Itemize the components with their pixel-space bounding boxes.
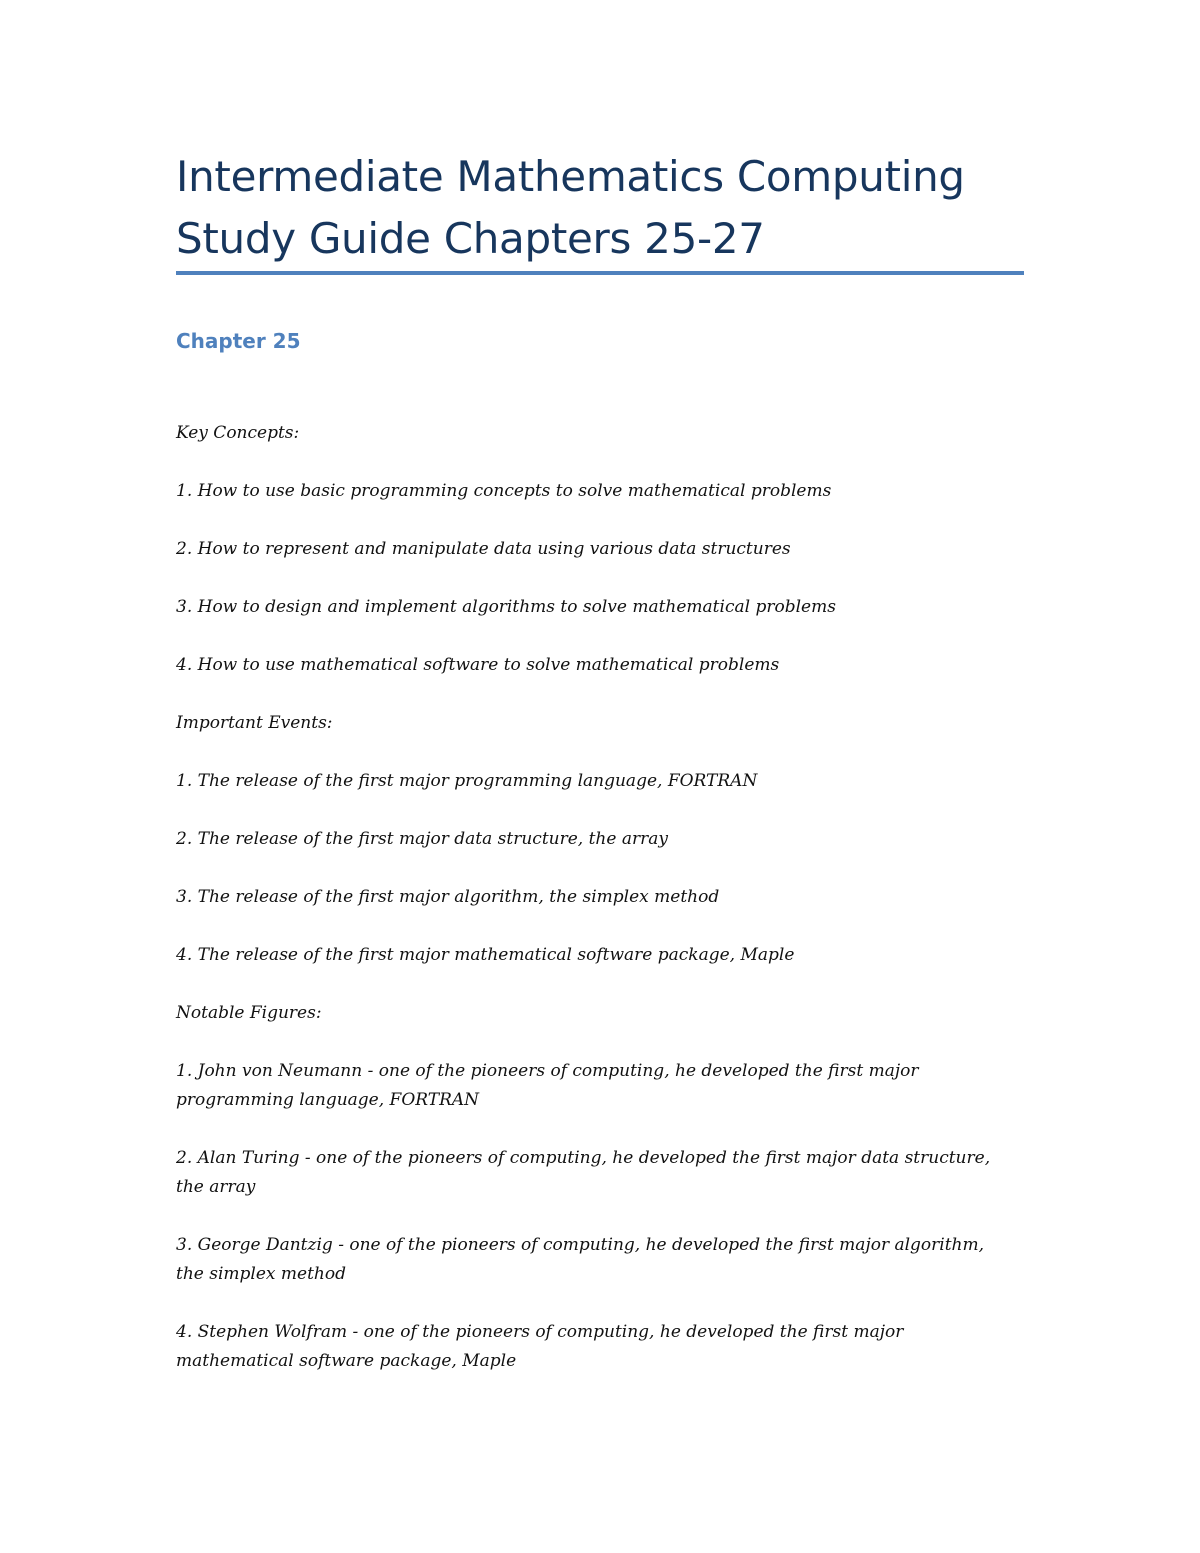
key-concept-item: 4. How to use mathematical software to solve mathematical problems	[176, 655, 780, 675]
notable-figure-item-line2: the array	[176, 1177, 256, 1197]
important-event-item: 2. The release of the first major data structure, the array	[176, 829, 668, 849]
title-line-1: Intermediate Mathematics Computing	[176, 152, 965, 201]
important-event-item: 3. The release of the first major algorithm, the simplex method	[176, 887, 720, 907]
document-title	[176, 146, 1036, 270]
notable-figures-label: Notable Figures:	[176, 1003, 322, 1023]
key-concepts-label: Key Concepts:	[176, 423, 300, 443]
key-concept-item: 2. How to represent and manipulate data using various data structures	[176, 539, 791, 559]
notable-figure-item-line1: 2. Alan Turing - one of the pioneers of computing, he developed the first major data structure,	[176, 1148, 991, 1168]
notable-figure-item-line1: 1. John von Neumann - one of the pioneers of computing, he developed the first major	[176, 1061, 919, 1081]
notable-figure-item-line2: mathematical software package, Maple	[176, 1351, 517, 1371]
title-line-2: Study Guide Chapters 25-27	[176, 214, 765, 263]
key-concept-item: 1. How to use basic programming concepts to solve mathematical problems	[176, 481, 832, 501]
important-event-item: 1. The release of the first major programming language, FORTRAN	[176, 771, 758, 791]
notable-figure-item-line1: 4. Stephen Wolfram - one of the pioneers of computing, he developed the first major	[176, 1322, 904, 1342]
title-underline-rule	[176, 271, 1024, 275]
notable-figure-item-line2: programming language, FORTRAN	[176, 1090, 480, 1110]
notable-figure-item-line1: 3. George Dantzig - one of the pioneers of computing, he developed the first major algorithm,	[176, 1235, 985, 1255]
notable-figure-item-line2: the simplex method	[176, 1264, 346, 1284]
key-concept-item: 3. How to design and implement algorithms to solve mathematical problems	[176, 597, 836, 617]
chapter-heading: Chapter 25	[176, 329, 301, 353]
important-events-label: Important Events:	[176, 713, 333, 733]
important-event-item: 4. The release of the first major mathematical software package, Maple	[176, 945, 795, 965]
